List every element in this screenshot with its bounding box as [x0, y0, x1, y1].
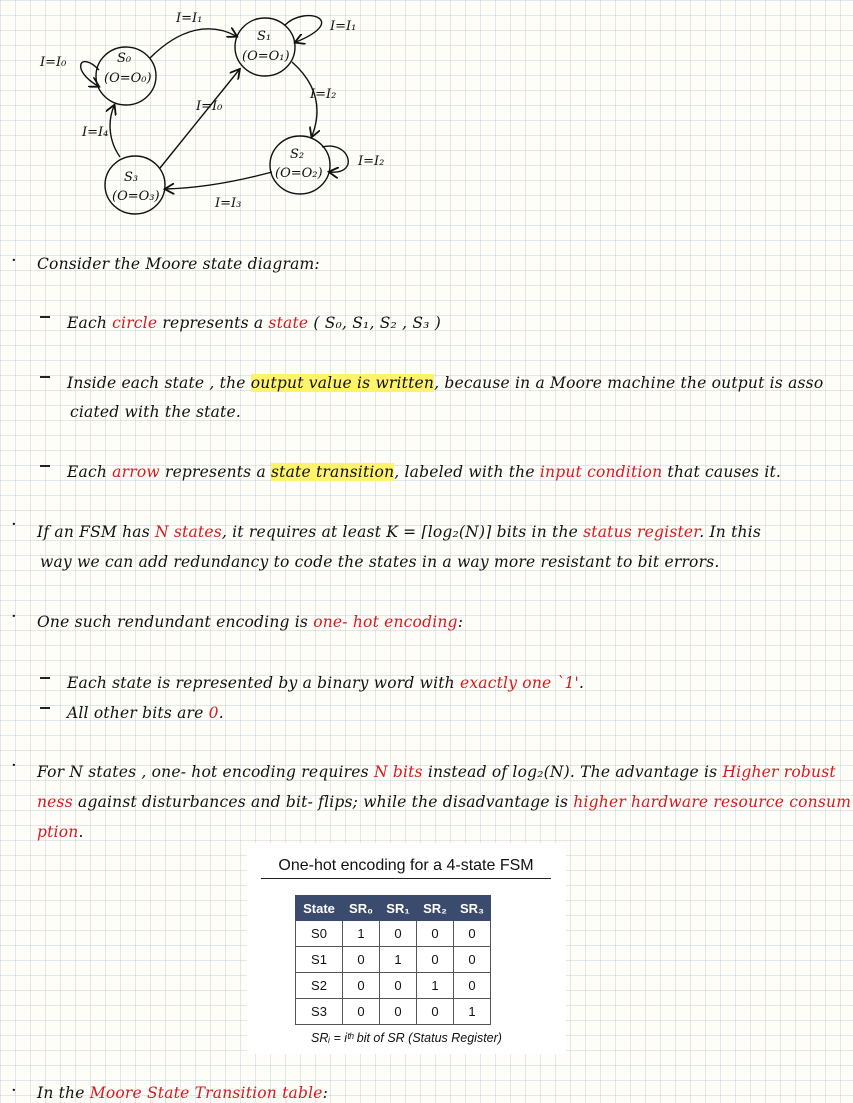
s1-self-loop-arrow: [285, 16, 322, 42]
table-cell: 0: [417, 999, 454, 1025]
table-title: One-hot encoding for a 4-state FSM: [261, 857, 551, 879]
table-cell: 0: [454, 947, 491, 973]
dash-marker: [40, 465, 50, 467]
s3-to-s0-arrow: [110, 106, 120, 157]
state-s2-name: S₂: [290, 147, 305, 162]
dash-marker: [40, 707, 50, 709]
s2-self-label: I=I₂: [358, 154, 385, 169]
note-circle-state: Each circle represents a state ( S₀, S₁, S₂ , S₃ ): [67, 314, 441, 332]
onehot-table: [295, 895, 491, 1025]
table-cell: 0: [417, 921, 454, 947]
state-s3-name: S₃: [124, 170, 139, 185]
table-cell: S1: [296, 947, 343, 973]
table-row: [296, 973, 491, 999]
bullet-dot: ·: [11, 250, 17, 271]
table-cell: 0: [343, 947, 380, 973]
header-cell: SR₃: [454, 896, 491, 921]
table-row: [296, 921, 491, 947]
table-cell: 0: [380, 973, 417, 999]
header-cell: SR₂: [417, 896, 454, 921]
note-nbits-line1: For N states , one- hot encoding requires N bits instead of log₂(N). The advantage is Higher robust: [37, 763, 836, 781]
s0-to-s1-label: I=I₁: [176, 11, 203, 26]
table-cell: 0: [380, 921, 417, 947]
onehot-table-card: [247, 843, 566, 1054]
header-cell: SR₀: [343, 896, 380, 921]
table-cell: 1: [343, 921, 380, 947]
s2-to-s3-label: I=I₃: [215, 196, 242, 211]
s1-to-s2-label: I=I₂: [310, 87, 337, 102]
state-s2-output: (O=O₂): [275, 166, 323, 181]
s1-self-label: I=I₁: [330, 19, 357, 34]
state-s0-name: S₀: [117, 51, 132, 66]
state-s1-circle: [235, 18, 295, 76]
table-cell: 1: [417, 973, 454, 999]
note-bits-line2: way we can add redundancy to code the states in a way more resistant to bit errors.: [40, 553, 720, 571]
table-caption: SRᵢ = iᵗʰ bit of SR (Status Register): [311, 1031, 502, 1045]
header-cell: SR₁: [380, 896, 417, 921]
table-row: [296, 947, 491, 973]
moore-state-diagram: [0, 0, 420, 230]
s0-self-label: I=I₀: [40, 55, 67, 70]
table-cell: 0: [380, 999, 417, 1025]
state-s3-circle: [105, 156, 165, 214]
note-arrow-transition: Each arrow represents a state transition, labeled with the input condition that causes it.: [67, 463, 782, 481]
table-cell: 0: [417, 947, 454, 973]
table-cell: S0: [296, 921, 343, 947]
note-exactly-one: Each state is represented by a binary word with exactly one `1'.: [67, 674, 585, 692]
s3-to-s0-label: I=I₄: [82, 125, 109, 140]
note-other-bits: All other bits are 0.: [67, 704, 224, 722]
note-output-line2: ciated with the state.: [70, 403, 241, 421]
state-s1-name: S₁: [257, 29, 272, 44]
state-s2-circle: [270, 136, 330, 194]
header-cell: State: [296, 896, 343, 921]
table-header-row: [296, 896, 491, 921]
s3-to-s1-label: I=I₀: [196, 99, 223, 114]
dash-marker: [40, 376, 50, 378]
note-output-line1: Inside each state , the output value is written, because in a Moore machine the output is asso: [67, 374, 824, 392]
state-s0-output: (O=O₀): [104, 71, 152, 86]
note-nbits-line2: ness against disturbances and bit- flips; while the disadvantage is higher hardware resource consum: [37, 793, 852, 811]
dash-marker: [40, 677, 50, 679]
table-cell: 0: [343, 973, 380, 999]
table-cell: 0: [454, 973, 491, 999]
bullet-dot: ·: [11, 606, 17, 627]
bullet-dot: ·: [11, 755, 17, 776]
s2-to-s3-arrow: [166, 172, 272, 189]
table-cell: 1: [380, 947, 417, 973]
note-nbits-line3: ption.: [37, 823, 84, 841]
note-transition-table: In the Moore State Transition table:: [37, 1084, 329, 1102]
table-cell: 0: [343, 999, 380, 1025]
state-s3-output: (O=O₃): [112, 189, 160, 204]
note-onehot-intro: One such rendundant encoding is one- hot encoding:: [37, 613, 464, 631]
table-row: [296, 999, 491, 1025]
note-bits-line1: If an FSM has N states, it requires at least K = ⌈log₂(N)⌉ bits in the status register. In this: [37, 523, 761, 541]
note-intro: Consider the Moore state diagram:: [37, 255, 320, 273]
state-s1-output: (O=O₁): [242, 49, 290, 64]
table-cell: 0: [454, 921, 491, 947]
dash-marker: [40, 316, 50, 318]
bullet-dot: ·: [11, 514, 17, 535]
s0-to-s1-arrow: [150, 29, 236, 58]
s3-to-s1-arrow: [160, 70, 239, 168]
table-cell: 1: [454, 999, 491, 1025]
table-cell: S3: [296, 999, 343, 1025]
bullet-dot: ·: [11, 1080, 17, 1101]
table-cell: S2: [296, 973, 343, 999]
